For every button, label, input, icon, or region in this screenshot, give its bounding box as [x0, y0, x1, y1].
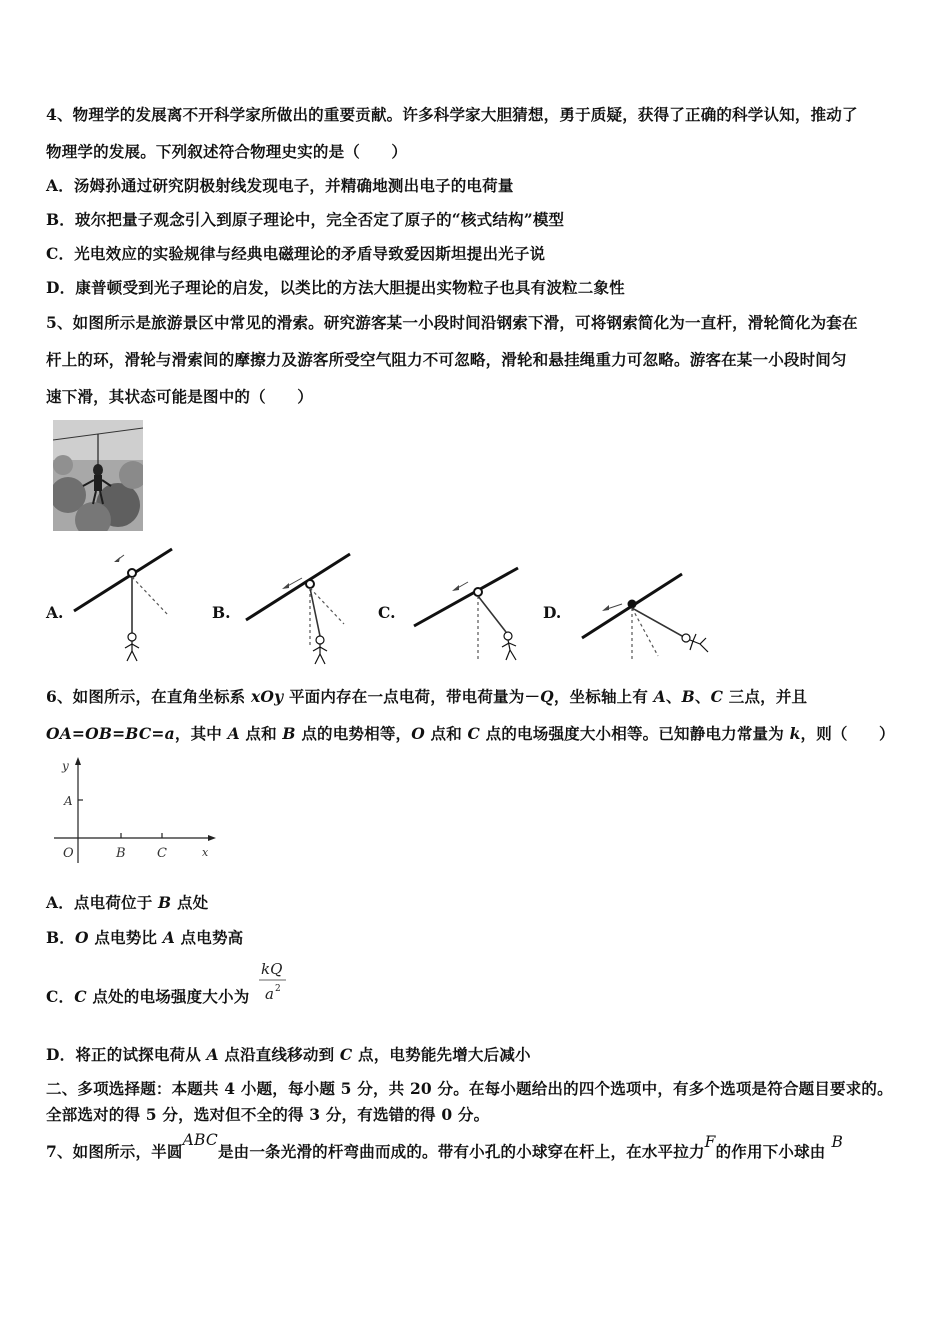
fraction-numerator: kQ	[261, 960, 283, 978]
section2-heading-line2: 全部选对的得 5 分，选对但不全的得 3 分，有选错的得 0 分。	[46, 1105, 490, 1124]
q6-option-d: D．将正的试探电荷从 A 点沿直线移动到 C 点，电势能先增大后减小	[46, 1045, 531, 1064]
q6-option-b: B．O 点电势比 A 点电势高	[46, 928, 244, 947]
fraction-exponent: 2	[275, 984, 281, 994]
axis-x-label: x	[202, 846, 209, 859]
q5-figure-d	[578, 560, 713, 668]
section2-heading-line1: 二、多项选择题：本题共 4 小题，每小题 5 分，共 20 分。在每小题给出的四个选项中，有多个选项是符合题目要求的。	[46, 1079, 893, 1098]
q5-stem-line2: 杆上的环，滑轮与滑索间的摩擦力及游客所受空气阻力不可忽略，滑轮和悬挂绳重力可忽略。游客在某一小段时间匀	[46, 350, 847, 369]
q4-option-c: C．光电效应的实验规律与经典电磁理论的矛盾导致爱因斯坦提出光子说	[46, 244, 546, 263]
q6-stem-line2: OA=OB=BC=a，其中 A 点和 B 点的电势相等，O 点和 C 点的电场强度大小相等。已知静电力常量为 k，则（ ）	[46, 724, 895, 743]
q4-option-b: B．玻尔把量子观念引入到原子理论中，完全否定了原子的“核式结构”模型	[46, 210, 565, 229]
q5-option-d-label: D.	[543, 603, 562, 622]
q7-stem-line1: 7、如图所示，半圆ABC是由一条光滑的杆弯曲而成的。带有小孔的小球穿在杆上，在水平拉力F的作用下小球由 B	[46, 1131, 844, 1161]
zipline-photo	[53, 420, 143, 531]
q5-figure-c	[410, 560, 525, 668]
q6-option-c-fraction	[256, 956, 292, 1006]
q5-stem-line1: 5、如图所示是旅游景区中常见的滑索。研究游客某一小段时间沿钢索下滑，可将钢索简化为一直杆，滑轮简化为套在	[46, 313, 858, 332]
axis-y-label: y	[62, 759, 69, 773]
q5-option-a-label: A.	[46, 603, 64, 622]
q6-option-c: C．C 点处的电场强度大小为	[46, 987, 250, 1006]
zipline-photo-drawing	[53, 420, 143, 531]
q6-option-a: A．点电荷位于 B 点处	[46, 893, 209, 912]
fraction-denominator: a	[265, 985, 274, 1003]
point-c-label: C	[157, 846, 167, 861]
q5-stem-line3: 速下滑，其状态可能是图中的（ ）	[46, 387, 313, 406]
point-b-label: B	[116, 846, 126, 861]
q5-figure-a	[72, 545, 182, 667]
q4-option-d: D．康普顿受到光子理论的启发，以类比的方法大胆提出实物粒子也具有波粒二象性	[46, 278, 625, 297]
q5-figure-b	[240, 548, 355, 670]
q5-option-c-label: C.	[378, 603, 396, 622]
q5-option-b-label: B.	[212, 603, 231, 622]
q6-stem-line1: 6、如图所示，在直角坐标系 xOy 平面内存在一点电荷，带电荷量为－Q，坐标轴上有 A、B、C 三点，并且	[46, 687, 808, 706]
q4-stem-line2: 物理学的发展。下列叙述符合物理史实的是（ ）	[46, 142, 408, 161]
q4-stem-line1: 4、物理学的发展离不开科学家所做出的重要贡献。许多科学家大胆猜想，勇于质疑，获得了正确的科学认知，推动了	[46, 105, 858, 124]
origin-label: O	[63, 846, 74, 861]
q4-option-a: A．汤姆孙通过研究阴极射线发现电子，并精确地测出电子的电荷量	[46, 176, 514, 195]
q6-coordinate-figure	[50, 755, 230, 865]
point-a-label: A	[64, 794, 73, 808]
